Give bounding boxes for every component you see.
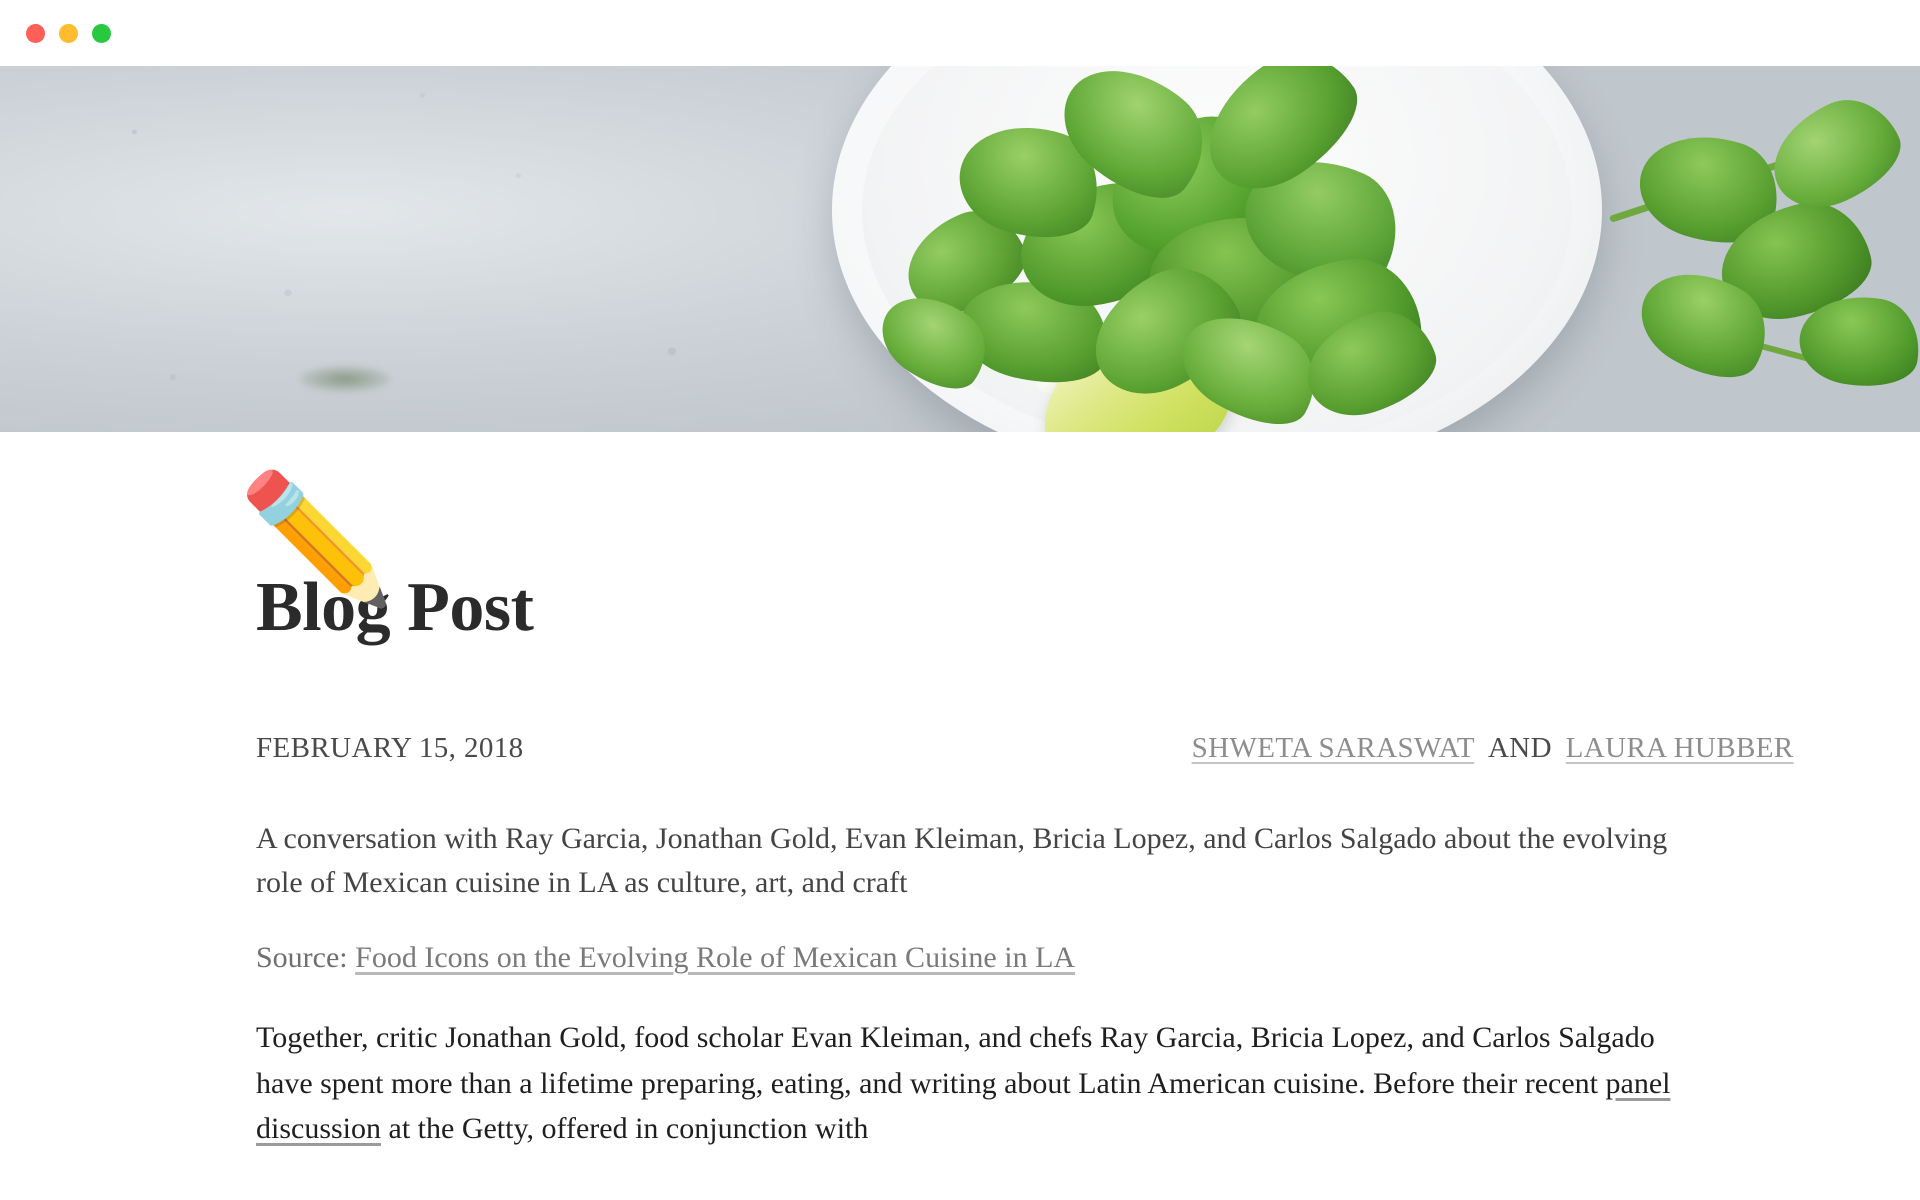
panel-discussion-link[interactable]: panel discussion <box>256 1066 1671 1146</box>
minimize-window-button[interactable] <box>59 24 78 43</box>
hero-splotch <box>300 366 390 392</box>
source-link[interactable]: Food Icons on the Evolving Role of Mexican Cuisine in LA <box>355 941 1076 975</box>
body-text-part-2: at the Getty, offered in conjunction with <box>381 1112 869 1146</box>
page-title: Blog Post <box>256 569 534 646</box>
close-window-button[interactable] <box>26 24 45 43</box>
maximize-window-button[interactable] <box>92 24 111 43</box>
author-link-2[interactable]: LAURA HUBBER <box>1565 732 1794 764</box>
publish-date: FEBRUARY 15, 2018 <box>256 732 524 764</box>
body-text-part-1: Together, critic Jonathan Gold, food scholar Evan Kleiman, and chefs Ray Garcia, Bricia Lopez, and Carlos Salgado have spent more than a lifetime preparing, eating, and writing about Latin American cuisine. Before their recent <box>256 1021 1655 1100</box>
window-titlebar <box>0 0 1920 66</box>
traffic-lights <box>26 24 111 43</box>
article-source <box>256 941 1920 975</box>
pencil-icon: ✏️ <box>238 471 395 610</box>
authors-conjunction: AND <box>1487 732 1552 764</box>
hero-image <box>0 66 1920 432</box>
article-content <box>0 471 1920 1152</box>
author-link-1[interactable]: SHWETA SARASWAT <box>1191 732 1475 764</box>
article-dek: A conversation with Ray Garcia, Jonathan Gold, Evan Kleiman, Bricia Lopez, and Carlos Salgado about the evolving role of Mexican cuisine in LA as culture, art, and craft <box>256 822 1668 900</box>
authors <box>1192 732 1794 765</box>
article-meta <box>256 732 1920 765</box>
article-body-paragraph <box>256 1015 1676 1152</box>
source-label: Source: <box>256 941 348 975</box>
